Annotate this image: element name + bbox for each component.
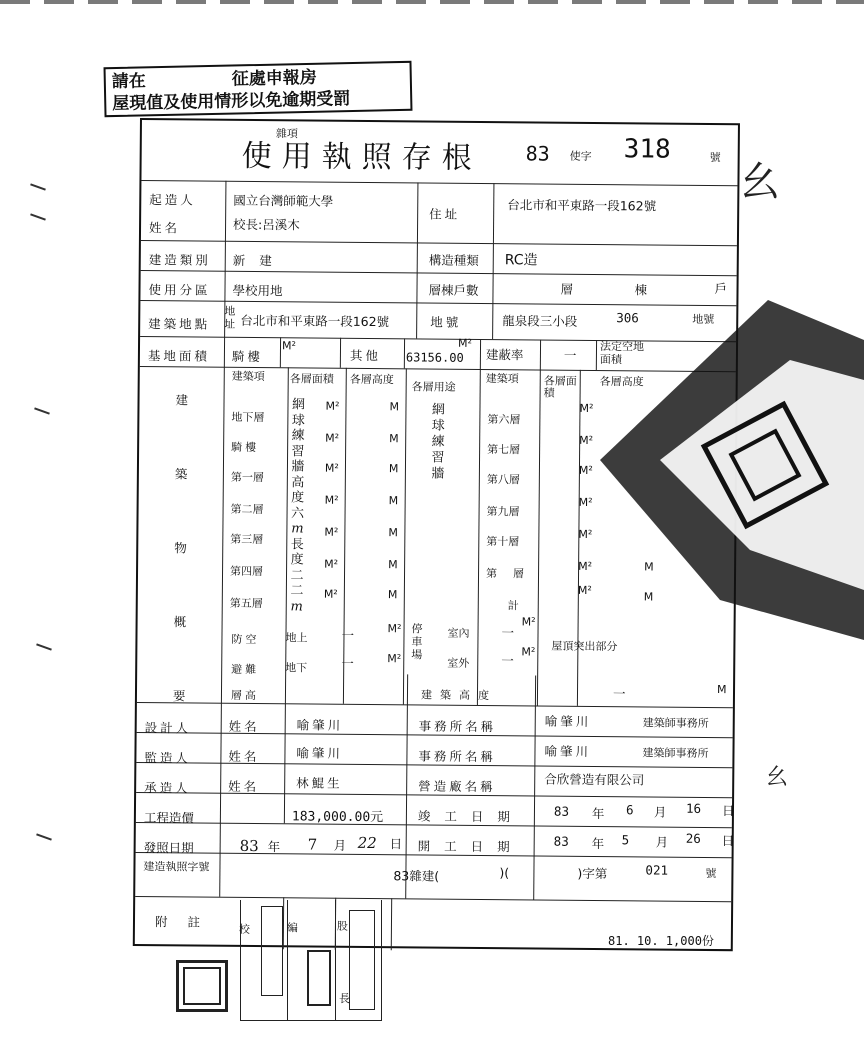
lot-label: 地號 <box>430 314 462 330</box>
area-unit: M² <box>324 525 339 539</box>
lot-suffix: 地號 <box>692 312 715 327</box>
completion-year-unit: 年 <box>591 805 605 822</box>
col-area-right: 各層面積 <box>543 374 577 400</box>
height-unit: M <box>388 462 399 476</box>
floor-row: 第六層 <box>487 413 521 427</box>
seal-impression <box>600 300 864 640</box>
area-unit: M² <box>324 557 339 571</box>
completion-month: 6 <box>625 802 634 818</box>
structure-value: RC造 <box>504 252 538 269</box>
applicant-name-label: 姓名 <box>148 220 181 236</box>
completion-month-unit: 月 <box>653 804 667 820</box>
area-unit: M² <box>324 493 339 507</box>
col-height-right: 各層高度 <box>599 375 644 389</box>
area-unit: M² <box>579 433 594 447</box>
floor-row: 第十層 <box>486 535 520 549</box>
designer-firm-label: 事務所名稱 <box>418 718 497 735</box>
area-unit: M² <box>578 527 593 541</box>
designer-name: 喻肇川 <box>296 717 344 733</box>
floor-row: 第七層 <box>487 443 521 457</box>
designer-label: 設計人 <box>144 720 192 736</box>
floor-row: 第三層 <box>230 532 264 547</box>
binding-mark <box>34 407 50 414</box>
notice-line2: 屋現值及使用情形以免逾期受罰 <box>112 89 351 115</box>
parking-indoor: 室內 <box>447 626 470 640</box>
supervisor-name-label: 姓名 <box>228 748 260 765</box>
refuge-label: 避難 <box>231 662 260 677</box>
issue-year: 83 <box>239 836 259 856</box>
lot-number: 306 <box>616 310 639 326</box>
contractor-name-label: 姓名 <box>228 778 260 795</box>
use-zone-label: 使用分區 <box>148 282 211 298</box>
arcade-label: 騎樓 <box>231 348 264 365</box>
binding-mark <box>36 833 52 840</box>
contractor-firm-label: 營造廠名稱 <box>418 778 496 795</box>
area-unit: M² <box>578 463 593 477</box>
height-unit: M <box>388 558 398 572</box>
site-address: 台北市和平東路一段162號 <box>240 312 390 330</box>
structure-label: 構造種類 <box>428 252 479 268</box>
binding-mark <box>36 643 52 650</box>
shelter-below-value: 一 <box>341 655 354 671</box>
supervisor-firm-suffix: 建築師事務所 <box>642 746 709 760</box>
floor-row: 第九層 <box>486 505 520 519</box>
other-unit: M² <box>457 336 473 350</box>
parking-outdoor: 室外 <box>447 656 470 670</box>
start-month-unit: 月 <box>655 834 669 850</box>
binding-mark <box>30 183 46 190</box>
permit-ref-label: 建造執照字號 <box>143 860 210 874</box>
applicant-head: 校長:呂溪木 <box>233 216 300 233</box>
remarks-col-2: 編 <box>286 921 298 935</box>
area-unit: M² <box>579 401 594 415</box>
scan-top-edge <box>0 0 864 4</box>
arcade-unit: M² <box>281 339 296 353</box>
permit-ref-mid: )( <box>499 865 510 881</box>
edge-glyph: ⺓ <box>766 765 789 790</box>
signature-strip <box>240 900 382 1021</box>
permit-number: 318 <box>623 134 671 165</box>
area-unit: M² <box>323 587 338 601</box>
official-seal <box>176 960 228 1012</box>
notice-line1: 請在 <box>111 71 147 93</box>
height-unit: M <box>389 432 399 446</box>
start-day: 26 <box>685 830 701 846</box>
completion-day-unit: 日 <box>721 803 735 819</box>
site-addr-label: 地址 <box>224 304 236 331</box>
start-day-unit: 日 <box>721 833 735 849</box>
issue-year-unit: 年 <box>267 839 281 855</box>
coverage-label: 建蔽率 <box>485 347 524 363</box>
applicant-label: 起造人 <box>149 192 196 208</box>
seal-graphic <box>600 300 864 640</box>
supervisor-firm: 喻肇川 <box>544 743 592 759</box>
roof-label: 屋頂突出部分 <box>551 639 618 654</box>
building-height-label: 建築高度 <box>420 688 498 703</box>
site-area-label: 基地面積 <box>147 348 211 364</box>
binding-mark <box>30 213 46 220</box>
remarks-col-3: 股 <box>336 919 349 933</box>
floors-unit-b: 棟 <box>634 282 648 298</box>
contractor-name: 林鯤生 <box>296 775 343 791</box>
address-label: 住址 <box>429 206 461 222</box>
other-area-value: 63156.00 <box>405 350 464 365</box>
start-label: 開工日期 <box>417 838 524 855</box>
edge-glyph: ⺓ <box>740 159 780 205</box>
floor-row: 計 <box>507 599 519 613</box>
cost-value: 183,000.00元 <box>291 809 384 826</box>
completion-year: 83 <box>553 803 570 819</box>
parking-label: 停車場 <box>411 622 423 662</box>
build-type-value: 新建 <box>232 252 286 269</box>
permit-ref-suffix: )字第 <box>577 865 608 882</box>
build-type-label: 建造類別 <box>148 252 211 268</box>
issue-month: 7 <box>307 835 318 854</box>
supervisor-label: 監造人 <box>144 750 191 766</box>
height-unit: M <box>643 590 654 604</box>
col-item-left: 建築項 <box>231 369 265 384</box>
issue-day-unit: 日 <box>389 836 403 852</box>
floor-row: 第八層 <box>486 473 520 487</box>
applicant-org: 國立台灣師範大學 <box>233 192 334 209</box>
signature-stamp <box>307 950 331 1006</box>
applicant-address: 台北市和平東路一段162號 <box>507 197 657 214</box>
building-side-2: 築 <box>174 466 191 482</box>
floor-height-label: 層高 <box>230 688 260 703</box>
permit-char: 使字 <box>569 149 592 163</box>
height-unit: M <box>388 494 399 508</box>
floor-row: 地下層 <box>231 410 265 425</box>
col-height-left: 各層高度 <box>349 372 394 387</box>
parking-outdoor-value: 一 <box>501 653 514 669</box>
designer-firm-suffix: 建築師事務所 <box>642 716 709 730</box>
floors-label: 層棟戶數 <box>428 282 479 298</box>
site-label: 建築地點 <box>148 316 211 332</box>
use-zone-value: 學校用地 <box>232 282 283 299</box>
floors-unit-a: 層 <box>560 281 574 297</box>
other-label: 其他 <box>349 347 382 364</box>
area-unit: M² <box>578 559 593 573</box>
area-unit: M² <box>325 399 340 413</box>
parking-indoor-value: 一 <box>501 625 515 641</box>
area-unit: M² <box>578 495 593 509</box>
handwritten-use-note: 網 球 練 習 牆 <box>431 402 446 482</box>
completion-day: 16 <box>685 800 702 816</box>
building-side-5: 要 <box>172 688 189 704</box>
start-month: 5 <box>621 832 630 848</box>
height-unit: M <box>644 560 654 574</box>
height-unit: M <box>389 400 400 414</box>
shelter-above: 地上 <box>285 631 308 645</box>
designer-firm: 喻肇川 <box>544 713 592 729</box>
building-side-3: 物 <box>174 540 190 556</box>
permit-year: 83 <box>525 141 550 166</box>
floor-row: 第四層 <box>229 564 264 579</box>
contractor-label: 承造人 <box>144 780 191 796</box>
coverage-value: 一 <box>563 347 577 363</box>
issue-day: 22 <box>357 833 377 853</box>
permit-ref-end: 號 <box>705 866 717 881</box>
permit-number-suffix: 號 <box>709 150 721 165</box>
floor-row: 第二層 <box>230 502 264 517</box>
issue-month-unit: 月 <box>333 837 347 853</box>
start-year-unit: 年 <box>591 835 605 852</box>
contractor-firm: 合欣營造有限公司 <box>544 771 645 788</box>
issue-label: 發照日期 <box>143 840 194 856</box>
parking-indoor-unit: M² <box>521 615 536 629</box>
handwritten-wall-note: 網 球 練 習 牆 高 度 六 m 長 度 二 二 m <box>290 397 306 614</box>
cost-label: 工程造價 <box>143 810 194 826</box>
building-height-unit: M <box>716 683 727 697</box>
area-unit: M² <box>577 583 592 597</box>
supervisor-firm-label: 事務所名稱 <box>418 748 497 765</box>
col-use: 各層用途 <box>411 380 456 394</box>
building-side-1: 建 <box>175 392 192 408</box>
form-title: 使用執照存根 <box>241 138 482 176</box>
parking-outdoor-unit: M² <box>521 645 536 659</box>
open-space-label: 法定空地面積 <box>599 340 645 367</box>
col-item-right: 建築項 <box>485 372 519 386</box>
floor-row: 第五層 <box>229 596 263 611</box>
area-unit: M² <box>325 431 340 445</box>
floor-row: 第層 <box>485 567 541 581</box>
remarks-col-1: 校 <box>238 922 250 936</box>
height-unit: M <box>388 526 398 540</box>
remarks-label: 附註 <box>154 914 221 930</box>
tax-notice-stamp <box>104 61 413 117</box>
shelter-below-unit: M² <box>387 652 402 666</box>
completion-label: 竣工日期 <box>417 808 524 825</box>
lot-section: 龍泉段三小段 <box>502 313 578 329</box>
shelter-below: 地下 <box>285 661 308 675</box>
shelter-above-value: 一 <box>341 627 355 643</box>
supervisor-name: 喻肇川 <box>296 745 344 761</box>
designer-name-label: 姓名 <box>228 718 260 735</box>
print-run-note: 81. 10. 1,000份 <box>608 934 714 948</box>
shelter-above-unit: M² <box>387 622 402 636</box>
area-unit: M² <box>324 461 339 475</box>
building-side-4: 概 <box>173 614 190 630</box>
remarks-col-4: 長 <box>339 992 350 1005</box>
signature-stamp <box>349 910 375 1010</box>
floors-unit-c: 戶 <box>714 281 728 297</box>
floor-row: 第一層 <box>230 470 264 485</box>
signature-stamp <box>261 906 283 996</box>
form-subtitle: 雜項 <box>275 127 298 141</box>
notice-line1-end: 征處申報房 <box>231 67 317 90</box>
permit-ref-no: 021 <box>645 862 669 878</box>
permit-ref-prefix: 83雜建( <box>393 868 440 884</box>
floor-row: 騎樓 <box>231 440 260 455</box>
height-unit: M <box>387 588 398 602</box>
building-height-value: 一 <box>612 686 626 702</box>
shelter-label: 防空 <box>231 632 260 647</box>
col-area-left: 各層面積 <box>289 372 334 386</box>
start-year: 83 <box>553 833 569 849</box>
